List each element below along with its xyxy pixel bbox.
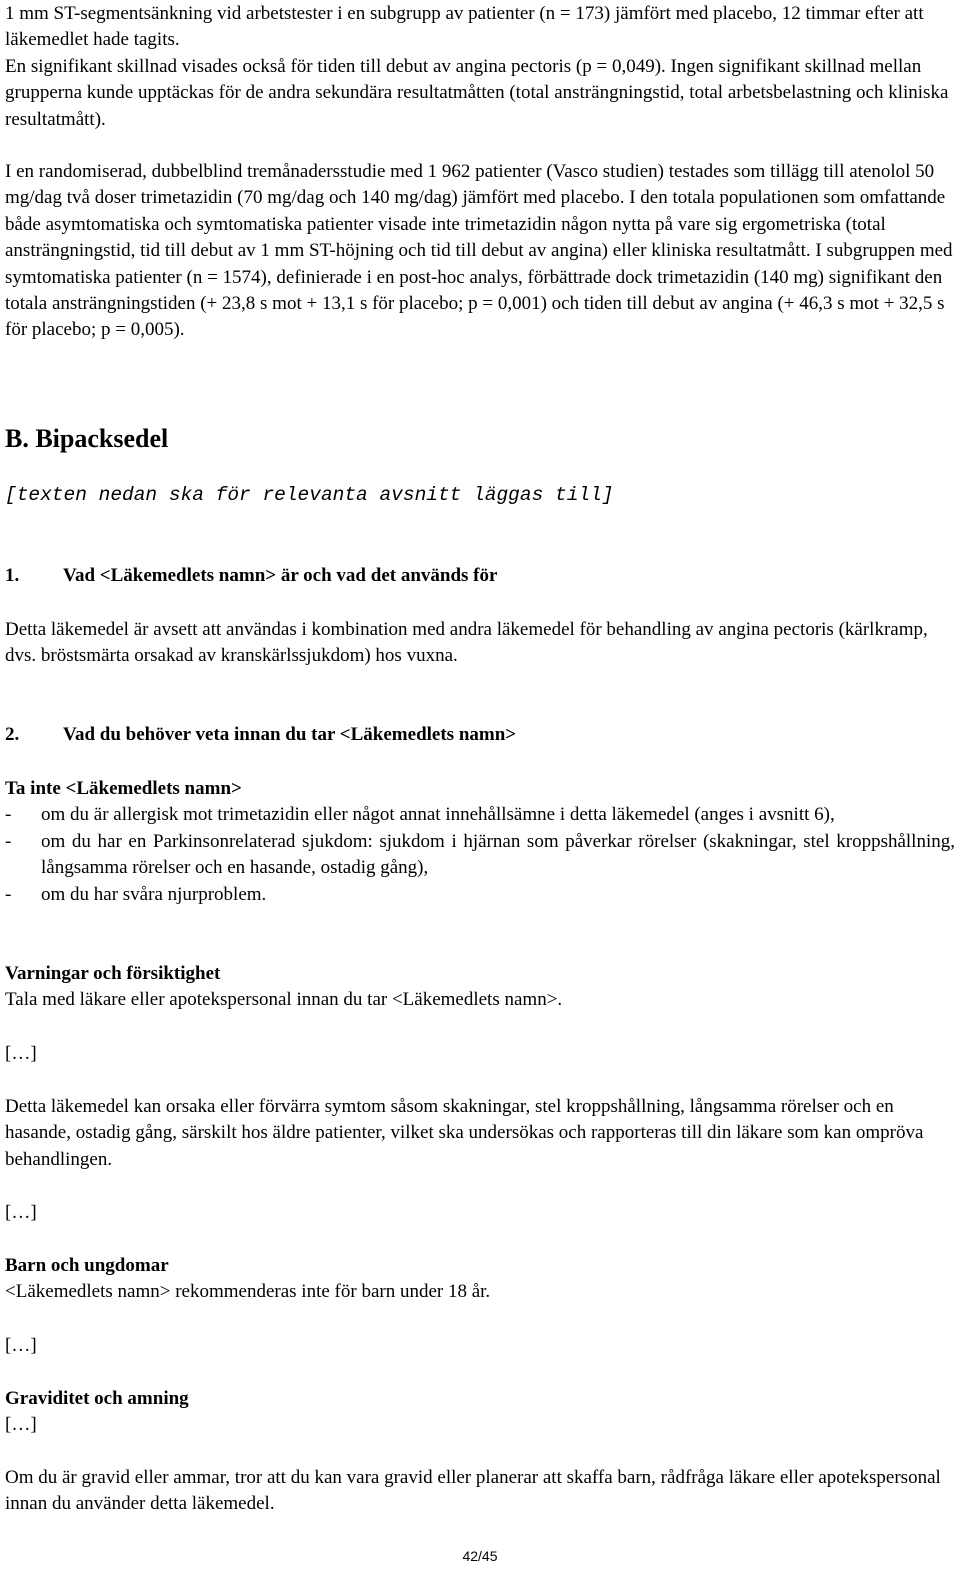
intro-paragraph-1 [5,1,955,54]
contraindications-block [5,776,955,908]
vasco-study-paragraph [5,159,955,344]
section-1-number: 1. [5,565,20,586]
ellipsis-text: […] [5,1335,37,1356]
section-2-title: Vad du behöver veta innan du tar <Läkemedlets namn> [63,724,517,745]
list-item [5,882,955,908]
vasco-study-text: I en randomiserad, dubbelblind tremånadersstudie med 1 962 patienter (Vasco studien) testades som tillägg till atenolol 50 mg/dag två doser trimetazidin (70 mg/dag och 140 mg/dag) jämfört med placebo. I den totala populationen som omfattande både asymtomatiska och symtomatiska patienter visade inte trimetazidin någon nytta på vare sig ergometriska (total ansträngningstid, tid till debut av 1 mm ST-höjning och tid till debut av angina) eller kliniska resultatmått. I subgruppen med symtomatiska patienter (n = 1574), definierade i en post-hoc analys, förbättrade dock trimetazidin (140 mg) signifikant den totala ansträngningstiden (+ 23,8 s mot + 13,1 s för placebo; p = 0,001) och tiden till debut av angina (+ 46,3 s mot + 32,5 s för placebo; p = 0,005). [5,161,953,341]
section-2-heading [5,724,516,746]
contraindications-list [5,802,955,908]
section-2-number: 2. [5,724,20,745]
section-1-body [5,617,955,670]
list-item [5,802,955,828]
pregnancy-paragraph [5,1465,955,1518]
ellipsis-text: […] [5,1414,37,1436]
ellipsis-text: […] [5,1043,37,1064]
ellipsis-text: […] [5,1202,37,1223]
section-b-title: B. Bipacksedel [5,424,169,453]
section-b-note: [texten nedan ska för relevanta avsnitt läggas till] [5,484,614,506]
list-item-text: om du har svåra njurproblem. [41,883,267,905]
symptom-paragraph [5,1094,955,1173]
section-1-title: Vad <Läkemedlets namn> är och vad det används för [63,565,498,586]
list-item [5,829,955,882]
ellipsis-2 [5,1200,955,1226]
warnings-heading: Varningar och försiktighet [5,963,221,984]
intro-paragraph-2 [5,54,955,133]
warnings-text: Tala med läkare eller apotekspersonal innan du tar <Läkemedlets namn>. [5,989,563,1011]
pregnancy-block [5,1386,955,1439]
children-text: <Läkemedlets namn> rekommenderas inte för barn under 18 år. [5,1281,491,1303]
ta-inte-heading: Ta inte <Läkemedlets namn> [5,778,242,799]
section-1-heading [5,565,497,587]
symptom-text: Detta läkemedel kan orsaka eller förvärra symtom såsom skakningar, stel kroppshållning, långsamma rörelser och en hasande, ostadig gång, särskilt hos äldre patienter, vilket ska undersökas och rapporteras till din läkare som kan ompröva behandlingen. [5,1096,924,1170]
page-number: 42/45 [462,1548,498,1564]
list-item-text: om du är allergisk mot trimetazidin eller något annat innehållsämne i detta läkemedel (anges i avsnitt 6), [41,804,835,826]
children-heading: Barn och ungdomar [5,1255,169,1276]
warnings-block [5,961,955,1014]
pregnancy-heading: Graviditet och amning [5,1388,189,1409]
list-dash: - [5,804,12,826]
section-1-text: Detta läkemedel är avsett att användas i kombination med andra läkemedel för behandling av angina pectoris (kärlkramp, dvs. bröstsmärta orsakad av kranskärlssjukdom) hos vuxna. [5,619,928,667]
ellipsis-3 [5,1333,955,1359]
ellipsis-1 [5,1041,955,1067]
children-block [5,1253,955,1306]
list-dash: - [5,830,12,852]
pregnancy-text: Om du är gravid eller ammar, tror att du kan vara gravid eller planerar att skaffa barn, rådfråga läkare eller apotekspersonal innan du använder detta läkemedel. [5,1467,941,1515]
intro-text-1: 1 mm ST-segmentsänkning vid arbetstester i en subgrupp av patienter (n = 173) jämfört med placebo, 12 timmar efter att läkemedlet hade tagits. [5,3,924,51]
intro-text-2: En signifikant skillnad visades också för tiden till debut av angina pectoris (p = 0,049). Ingen signifikant skillnad mellan grupperna kunde upptäckas för de andra sekundära resultatmåtten (total ansträngningstid, total arbetsbelastning och kliniska resultatmått). [5,56,949,130]
list-dash: - [5,883,12,905]
list-item-text: om du har en Parkinsonrelaterad sjukdom: sjukdom i hjärnan som påverkar rörelser (skakningar, stel kroppshållning, långsamma rörelser och en hasande, ostadig gång), [41,830,955,879]
